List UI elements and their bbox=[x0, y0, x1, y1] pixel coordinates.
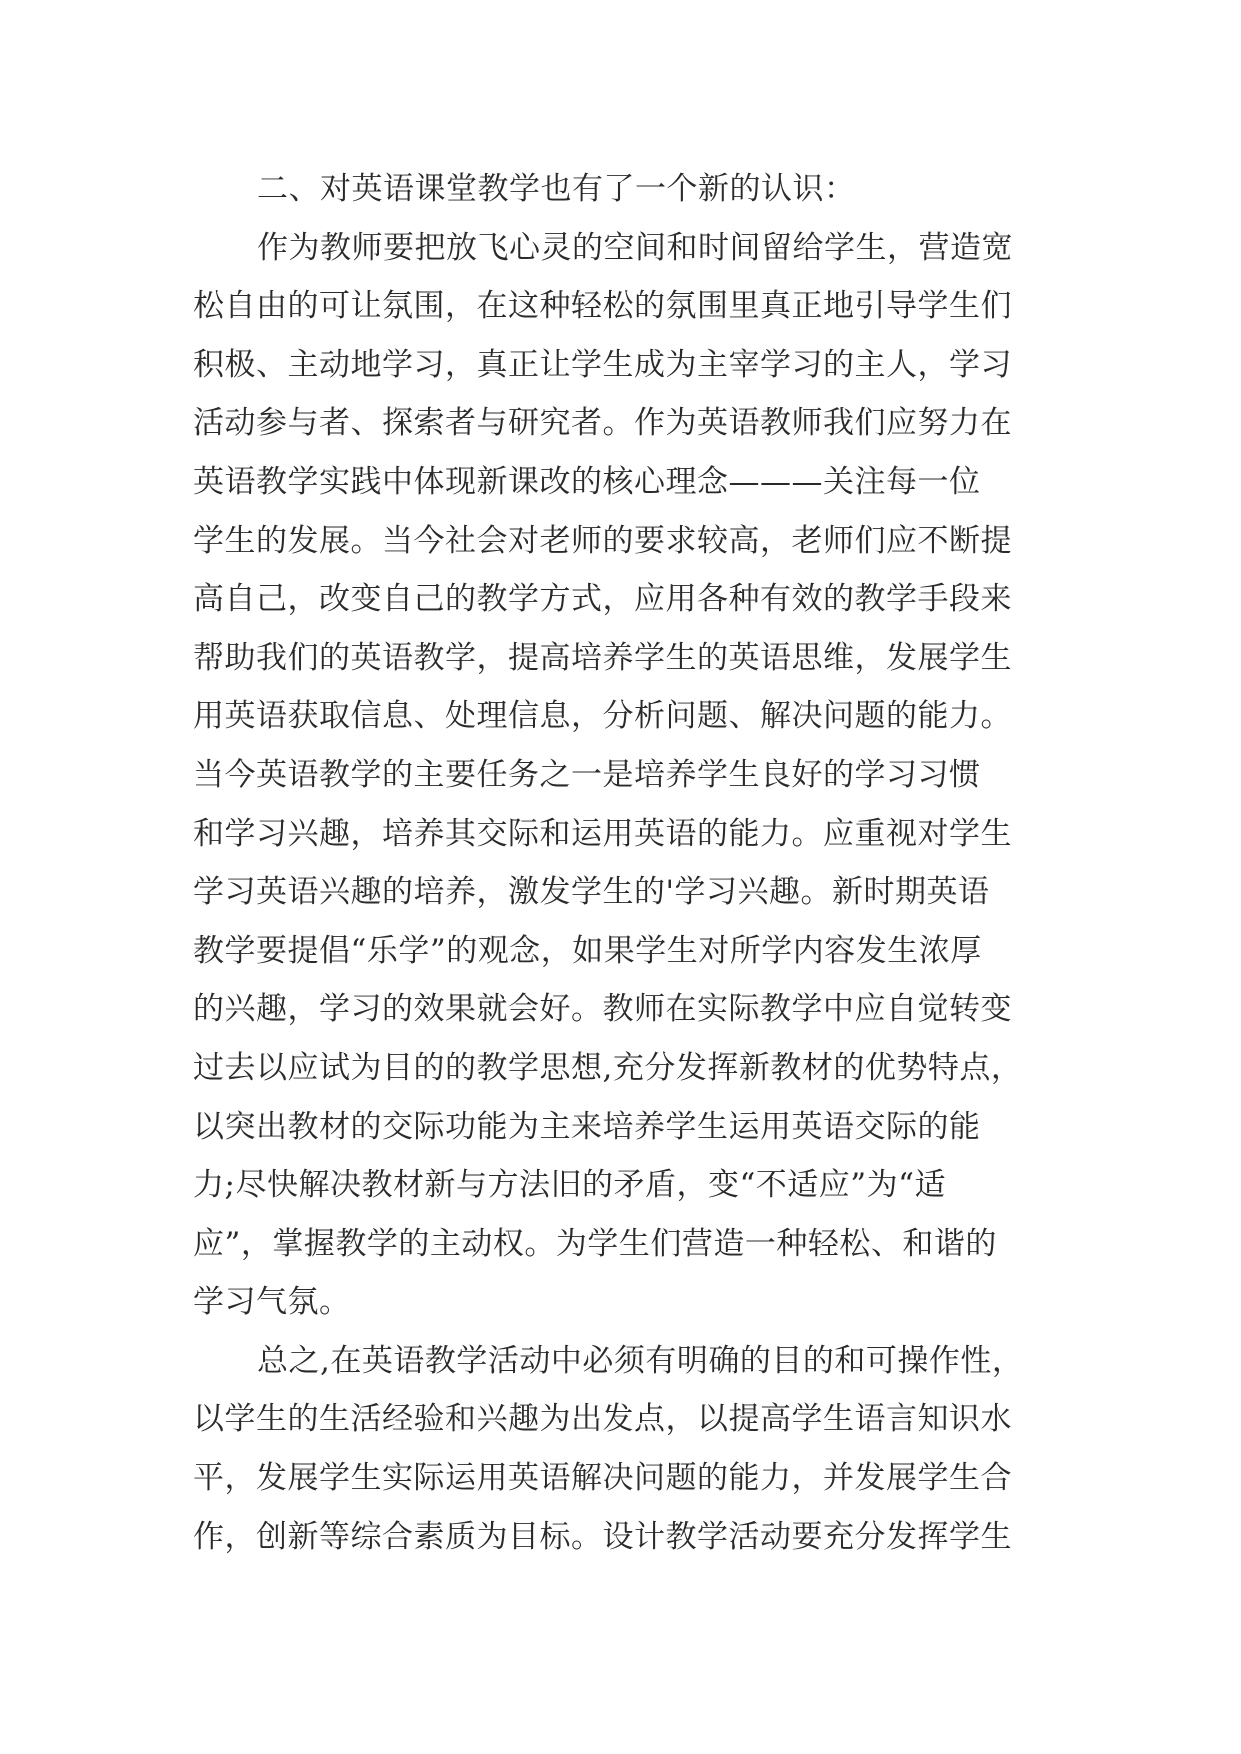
text-line: 和学习兴趣，培养其交际和运用英语的能力。应重视对学生 bbox=[193, 815, 1012, 852]
text-line: 应”，掌握教学的主动权。为学生们营造一种轻松、和谐的 bbox=[193, 1225, 997, 1262]
text-line: 学生的发展。当今社会对老师的要求较高，老师们应不断提 bbox=[193, 522, 1012, 559]
text-line: 高自己，改变自己的教学方式，应用各种有效的教学手段来 bbox=[193, 581, 1012, 618]
text-line: 总之,在英语教学活动中必须有明确的目的和可操作性， bbox=[257, 1342, 1024, 1379]
text-line: 作，创新等综合素质为目标。设计教学活动要充分发挥学生 bbox=[193, 1518, 1012, 1555]
text-line: 学习英语兴趣的培养，激发学生的'学习兴趣。新时期英语 bbox=[193, 874, 990, 911]
text-line: 当今英语教学的主要任务之一是培养学生良好的学习习惯 bbox=[193, 756, 981, 793]
text-line: 活动参与者、探索者与研究者。作为英语教师我们应努力在 bbox=[193, 405, 1012, 442]
text-line: 教学要提倡“乐学”的观念，如果学生对所学内容发生浓厚 bbox=[193, 932, 982, 969]
text-line: 用英语获取信息、处理信息，分析问题、解决问题的能力。 bbox=[193, 698, 1012, 735]
text-line: 英语教学实践中体现新课改的核心理念———关注每一位 bbox=[193, 463, 981, 500]
text-line: 学习气氛。 bbox=[193, 1284, 351, 1321]
section-heading: 二、对英语课堂教学也有了一个新的认识： bbox=[257, 171, 856, 207]
text-line: 以突出教材的交际功能为主来培养学生运用英语交际的能 bbox=[193, 1108, 981, 1145]
text-line: 作为教师要把放飞心灵的空间和时间留给学生，营造宽 bbox=[257, 229, 1013, 266]
text-line: 帮助我们的英语教学，提高培养学生的英语思维，发展学生 bbox=[193, 639, 1012, 676]
text-line: 力;尽快解决教材新与方法旧的矛盾，变“不适应”为“适 bbox=[193, 1167, 946, 1204]
text-line: 松自由的可让氛围，在这种轻松的氛围里真正地引导学生们 bbox=[193, 288, 1012, 325]
text-line: 以学生的生活经验和兴趣为出发点，以提高学生语言知识水 bbox=[193, 1401, 1012, 1438]
text-line: 平，发展学生实际运用英语解决问题的能力，并发展学生合 bbox=[193, 1460, 1012, 1497]
body-text bbox=[193, 160, 1073, 1566]
text-line: 积极、主动地学习，真正让学生成为主宰学习的主人，学习 bbox=[193, 346, 1012, 383]
text-line: 过去以应试为目的的教学思想,充分发挥新教材的优势特点， bbox=[193, 1049, 1023, 1086]
text-line: 的兴趣，学习的效果就会好。教师在实际教学中应自觉转变 bbox=[193, 991, 1012, 1028]
